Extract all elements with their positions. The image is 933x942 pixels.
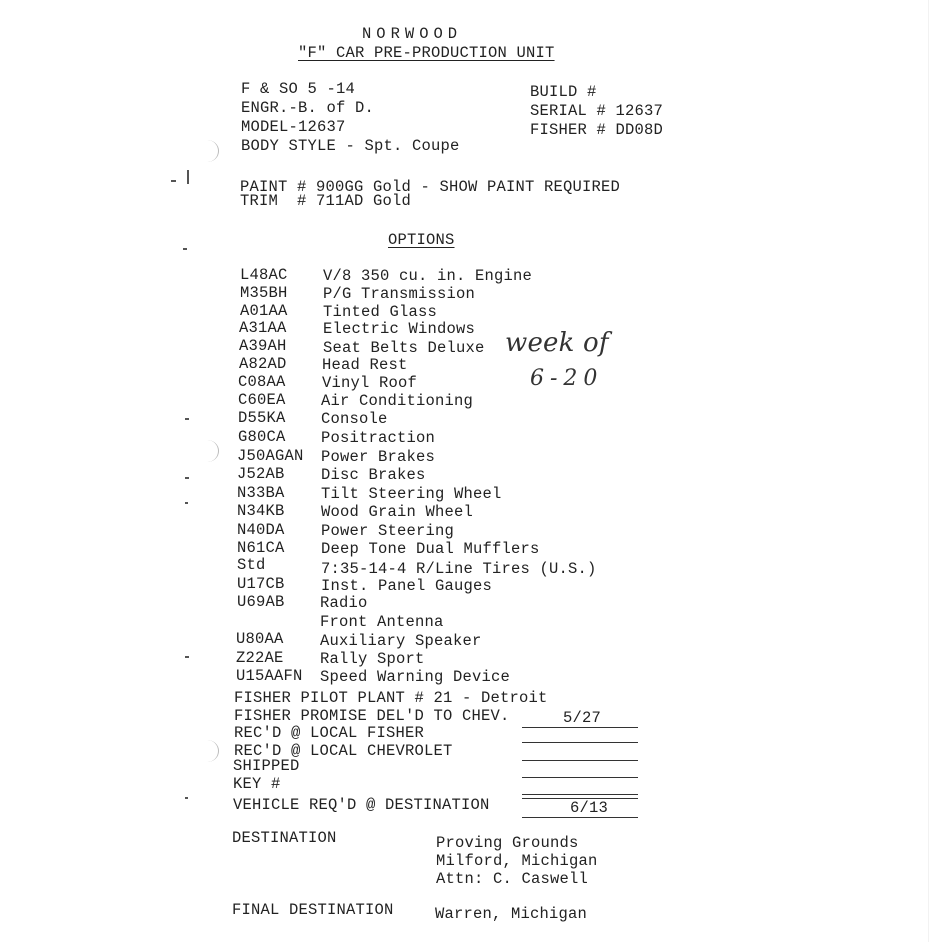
option-code: A82AD: [239, 355, 287, 373]
document-subtitle: "F" CAR PRE-PRODUCTION UNIT: [298, 44, 555, 62]
shipping-value-line: [522, 817, 638, 818]
option-desc: 7:35-14-4 R/Line Tires (U.S.): [321, 560, 597, 578]
destination-line: Milford, Michigan: [436, 852, 598, 870]
option-code: N34KB: [237, 502, 285, 520]
option-desc: Power Steering: [321, 522, 455, 540]
info-order: F & SO 5 -14: [241, 80, 356, 98]
shipping-value: 6/13: [570, 799, 609, 817]
binder-hole: [196, 440, 219, 462]
stray-mark: [185, 797, 188, 799]
shipping-label: REC'D @ LOCAL FISHER: [234, 724, 425, 742]
stray-mark: [185, 502, 188, 504]
option-desc: Tinted Glass: [323, 303, 438, 321]
option-desc: Console: [321, 410, 388, 428]
shipping-value-line: [522, 794, 638, 795]
option-desc: Radio: [320, 594, 368, 612]
option-desc: Speed Warning Device: [320, 668, 511, 686]
trim-line: TRIM # 711AD Gold: [240, 192, 412, 210]
option-desc: Power Brakes: [321, 448, 436, 466]
option-code: Std: [237, 556, 266, 574]
shipping-value-line: [522, 742, 638, 743]
final-destination-label: FINAL DESTINATION: [232, 901, 394, 919]
stray-mark: [185, 418, 189, 420]
info-model: MODEL-12637: [241, 118, 346, 136]
option-code: Z22AE: [236, 649, 284, 667]
option-desc: Rally Sport: [320, 650, 425, 668]
option-desc: Auxiliary Speaker: [320, 632, 482, 650]
option-code: C60EA: [238, 391, 286, 409]
binder-hole: [196, 140, 219, 162]
option-desc: V/8 350 cu. in. Engine: [323, 267, 533, 285]
info-body-style: BODY STYLE - Spt. Coupe: [241, 137, 460, 155]
option-code: U80AA: [236, 630, 284, 648]
option-desc: Seat Belts Deluxe: [323, 339, 485, 357]
option-desc: Tilt Steering Wheel: [321, 485, 502, 503]
shipping-label: VEHICLE REQ'D @ DESTINATION: [233, 796, 490, 814]
shipping-value-line: [522, 777, 638, 778]
shipping-value: 5/27: [563, 709, 602, 727]
option-desc: Vinyl Roof: [322, 374, 418, 392]
options-heading: OPTIONS: [388, 231, 455, 249]
info-build: BUILD #: [530, 83, 597, 101]
binder-hole: [196, 740, 219, 762]
final-destination-value: Warren, Michigan: [435, 905, 588, 923]
option-desc: Air Conditioning: [321, 392, 474, 410]
document-title: NORWOOD: [362, 25, 463, 43]
option-code: A39AH: [239, 337, 287, 355]
stray-mark: [183, 248, 187, 250]
shipping-label: FISHER PROMISE DEL'D TO CHEV.: [234, 707, 510, 725]
option-code: C08AA: [238, 373, 286, 391]
option-code: J50AGAN: [237, 447, 304, 465]
option-code: N33BA: [237, 484, 285, 502]
handwritten-note: 6-20: [530, 366, 604, 391]
handwritten-note: week of: [505, 328, 609, 358]
stray-mark: [185, 477, 189, 479]
option-code: G80CA: [238, 428, 286, 446]
option-code: D55KA: [238, 409, 286, 427]
shipping-label: SHIPPED: [233, 757, 300, 775]
shipping-label: REC'D @ LOCAL CHEVROLET: [234, 742, 453, 760]
option-desc: Inst. Panel Gauges: [321, 577, 493, 595]
option-code: A01AA: [240, 302, 288, 320]
info-engineering: ENGR.-B. of D.: [241, 99, 375, 117]
paint-line: PAINT # 900GG Gold - SHOW PAINT REQUIRED: [240, 178, 621, 196]
option-desc: Electric Windows: [323, 320, 476, 338]
option-desc: Front Antenna: [320, 613, 444, 631]
shipping-label: KEY #: [233, 775, 281, 793]
option-code: U15AAFN: [236, 667, 303, 685]
shipping-pilot-plant: FISHER PILOT PLANT # 21 - Detroit: [234, 689, 548, 707]
option-code: N61CA: [237, 539, 285, 557]
option-desc: Deep Tone Dual Mufflers: [321, 540, 540, 558]
option-code: M35BH: [240, 284, 288, 302]
option-desc: Positraction: [321, 429, 436, 447]
info-fisher: FISHER # DD08D: [530, 121, 664, 139]
stray-mark: [187, 170, 189, 184]
shipping-value-line: [522, 760, 638, 761]
destination-line: Proving Grounds: [436, 834, 579, 852]
stray-mark: [171, 180, 176, 182]
option-code: A31AA: [239, 319, 287, 337]
destination-line: Attn: C. Caswell: [436, 870, 589, 888]
destination-label: DESTINATION: [232, 829, 337, 847]
option-code: U17CB: [237, 575, 285, 593]
shipping-value-line: [522, 727, 638, 728]
option-desc: Wood Grain Wheel: [321, 503, 474, 521]
info-serial: SERIAL # 12637: [530, 102, 664, 120]
option-code: U69AB: [237, 593, 285, 611]
option-desc: Head Rest: [322, 356, 408, 374]
page-edge: [928, 0, 929, 942]
option-code: N40DA: [237, 521, 285, 539]
option-code: L48AC: [240, 266, 288, 284]
option-desc: P/G Transmission: [323, 285, 476, 303]
option-code: J52AB: [237, 465, 285, 483]
option-desc: Disc Brakes: [321, 466, 426, 484]
stray-mark: [185, 656, 189, 658]
